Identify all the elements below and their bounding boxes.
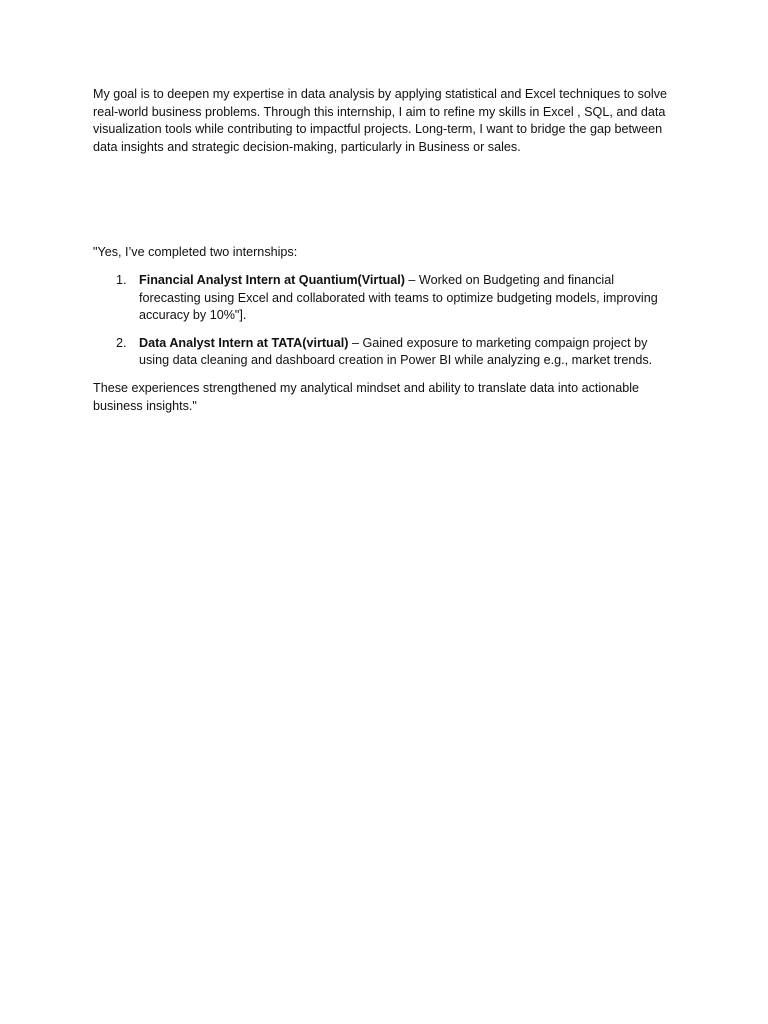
list-number: 1. [116, 272, 127, 287]
goal-paragraph: My goal is to deepen my expertise in data analysis by applying statistical and Excel techniques to solve real-world business problems. Through this internship, I aim to refine my skills in Excel , SQL, and data visualization tools while contributing to impactful projects. Long-term, I want to bridge the gap between data insights and strategic decision-making, particularly in Business or sales. [93, 87, 668, 154]
internship-list [93, 272, 671, 370]
internship-title: Financial Analyst Intern at Quantium(Virtual) [139, 272, 405, 287]
internship-description: – Gained exposure to marketing compaign project by using data cleaning and dashboard creation in Power BI while analyzing e.g., market trends. [139, 335, 653, 368]
list-number: 2. [116, 335, 127, 350]
closing-paragraph: These experiences strengthened my analytical mindset and ability to translate data into actionable business insights." [93, 380, 640, 413]
list-item [93, 272, 671, 325]
list-item [93, 335, 671, 370]
internships-intro: "Yes, I’ve completed two internships: [93, 245, 298, 260]
internship-title: Data Analyst Intern at TATA(virtual) [139, 335, 349, 350]
document-page [93, 86, 671, 415]
internship-description: – Worked on Budgeting and financial forecasting using Excel and collaborated with teams to optimize budgeting models, improving accuracy by 10%"]. [139, 272, 658, 323]
blank-spacer [93, 156, 671, 244]
